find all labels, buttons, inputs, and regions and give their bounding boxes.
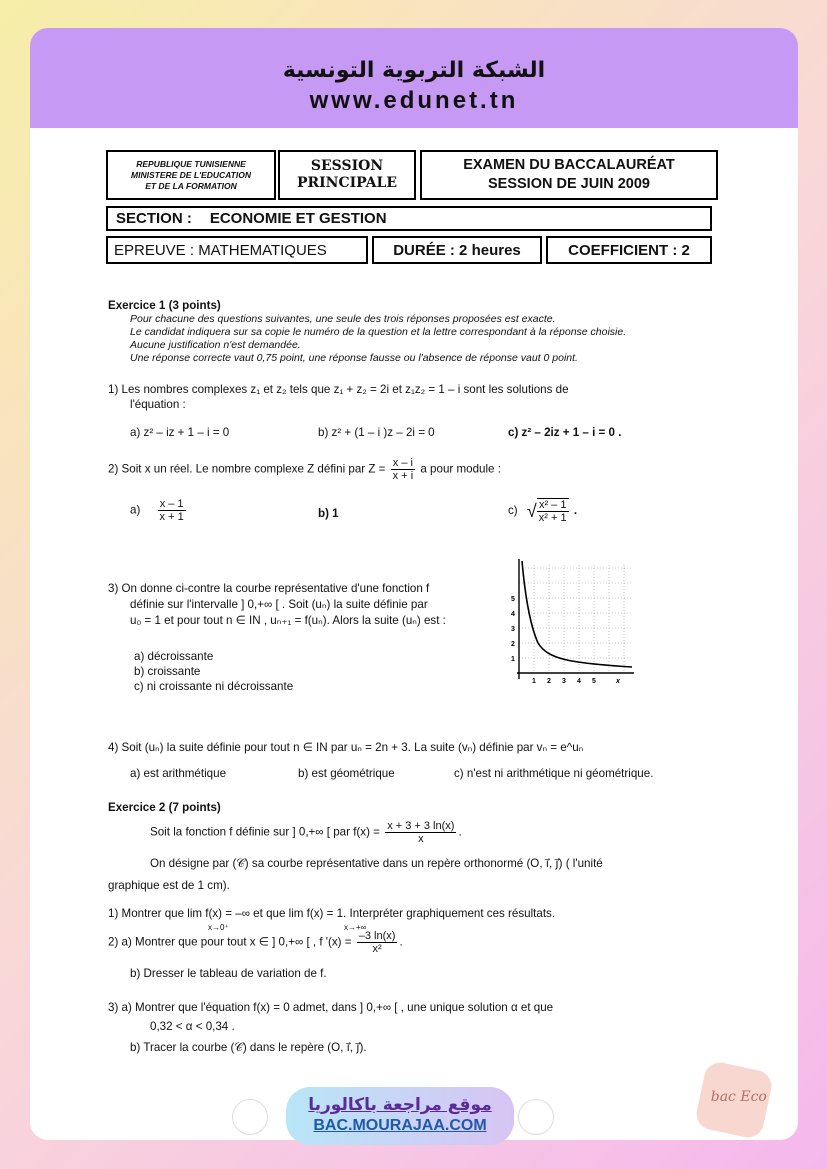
q2-text-post: a pour module : [420, 462, 501, 476]
right-logo-icon [518, 1099, 554, 1135]
y-tick-label: 2 [511, 641, 515, 648]
q3-options [134, 649, 293, 694]
q2-option-a [130, 498, 188, 523]
q1-line2: l'équation : [130, 398, 186, 411]
session-line: SESSION [310, 158, 384, 174]
section-value: ECONOMIE ET GESTION [209, 210, 387, 227]
exam-header [106, 150, 718, 268]
ex2-line3: graphique est de 1 cm). [108, 879, 230, 892]
q2-a-label: a) [130, 503, 141, 517]
ex2-lim-sub2: x→+∞ [344, 923, 367, 932]
footer-site-link[interactable]: BAC.MOURAJAA.COM [313, 1117, 487, 1134]
q2-c-num: x² – 1 [537, 499, 569, 512]
y-tick-label: 5 [511, 596, 515, 603]
x-tick-label: 3 [562, 678, 566, 685]
ex2-fprime-num: –3 ln(x) [358, 930, 396, 942]
q2-c-label: c) [508, 504, 518, 518]
q1-option-c: c) z² – 2iz + 1 – i = 0 . [508, 426, 622, 439]
q3-option-c: c) ni croissante ni décroissante [134, 680, 294, 693]
ex2-fprime-den: x² [372, 943, 382, 955]
q2-c-fraction [537, 498, 569, 524]
q1-line1: 1) Les nombres complexes z₁ et z₂ tels que z₁ + z₂ = 2i et z₁z₂ = 1 – i sont les solutions de [108, 383, 569, 396]
page-frame [30, 28, 798, 1140]
q4-option-b: b) est géométrique [298, 767, 395, 780]
y-tick-label: 4 [511, 611, 515, 618]
x-tick-label: 4 [577, 678, 581, 685]
x-axis-label: x [616, 678, 620, 685]
banner-arabic-title: الشبكة التربوية التونسية [282, 58, 546, 83]
q2-fraction-num: x – i [391, 457, 415, 470]
exam-line: SESSION DE JUIN 2009 [488, 176, 650, 192]
coefficient-box: COEFFICIENT : 2 [546, 236, 712, 264]
bac-eco-text: bac Eco [710, 1088, 767, 1105]
q2-fraction-den: x + i [392, 470, 414, 482]
ex2-q3a-bound: 0,32 < α < 0,34 . [150, 1020, 235, 1033]
q3-line: u₀ = 1 et pour tout n ∈ IN , uₙ₊₁ = f(uₙ). Alors la suite (uₙ) est : [130, 614, 446, 627]
ex2-q3a: 3) a) Montrer que l'équation f(x) = 0 admet, dans ] 0,+∞ [ , une unique solution α et que [108, 1001, 554, 1014]
q4-statement: 4) Soit (uₙ) la suite définie pour tout n ∈ IN par uₙ = 2n + 3. La suite (vₙ) définie par vₙ = e^uₙ [108, 741, 584, 754]
x-tick-label: 5 [592, 678, 596, 685]
exercise2-title: Exercice 2 (7 points) [108, 801, 221, 814]
grid-lines [519, 565, 632, 673]
section-box [106, 206, 712, 231]
ex2-q1: 1) Montrer que lim f(x) = –∞ et que lim f(x) = 1. Interpréter graphiquement ces résultats. [108, 907, 556, 920]
q2-c-dot: . [573, 504, 578, 518]
q4-option-a: a) est arithmétique [130, 767, 227, 780]
footer-arabic[interactable]: موقع مراجعة باكالوريا [308, 1095, 492, 1115]
ex2-fprime-fraction [357, 930, 398, 955]
ex2-lim-sub1: x→0⁺ [208, 923, 229, 932]
ex2-q2a-text: 2) a) Montrer que pour tout x ∈ ] 0,+∞ [ , f '(x) = [108, 935, 352, 949]
q4-option-c: c) n'est ni arithmétique ni géométrique. [454, 767, 654, 780]
instruction-line: Aucune justification n'est demandée. [130, 339, 301, 351]
q3-option-a: a) décroissante [134, 650, 214, 663]
q2-a-den: x + 1 [159, 511, 184, 523]
bac-eco-badge [694, 1060, 775, 1141]
republic-line: REPUBLIQUE TUNISIENNE [136, 158, 246, 169]
republic-box [106, 150, 276, 200]
section-label: SECTION : [116, 210, 192, 227]
left-logo-icon [232, 1099, 268, 1135]
q2-a-num: x – 1 [158, 498, 186, 511]
sqrt-icon: √ [526, 500, 537, 521]
x-tick-label: 2 [547, 678, 551, 685]
ex2-q2b: b) Dresser le tableau de variation de f. [130, 967, 327, 980]
ex2-f-fraction [385, 820, 456, 845]
exam-box [420, 150, 718, 200]
republic-line: ET DE LA FORMATION [145, 180, 237, 191]
ex2-line1: Soit la fonction f définie sur ] 0,+∞ [ par f(x) = $\frac{x + 3 + 3 \ln(x)}{x}$ . [150, 820, 462, 845]
q3-line: 3) On donne ci-contre la courbe représentative d'une fonction f [108, 582, 430, 595]
site-banner [30, 28, 798, 128]
footer-badge[interactable] [286, 1087, 514, 1145]
exercise1-instructions [130, 313, 626, 365]
ex2-q3b: b) Tracer la courbe (𝒞) dans le repère (O, i⃗, j⃗). [130, 1041, 367, 1054]
x-tick-label: 1 [532, 678, 536, 685]
q1-option-a: a) z² – iz + 1 – i = 0 [130, 426, 230, 439]
banner-url[interactable]: www.edunet.tn [309, 87, 519, 114]
q2-fraction [391, 457, 415, 482]
ex2-q2a: 2) a) Montrer que pour tout x ∈ ] 0,+∞ [ , f '(x) = $\frac{-3 \ln(x)}{\text{x²}}$ . [108, 930, 403, 955]
instruction-line: Le candidat indiquera sur sa copie le numéro de la question et la lettre correspondant à la réponse choisie. [130, 326, 627, 338]
q2-c-den: x² + 1 [538, 512, 567, 524]
q3-line: définie sur l'intervalle ] 0,+∞ [ . Soit (uₙ) la suite définie par [130, 598, 428, 611]
q2-option-c [508, 498, 577, 524]
q2-statement [108, 457, 501, 482]
q3-statement [108, 581, 446, 629]
exercise1-title: Exercice 1 (3 points) [108, 299, 221, 312]
q2-option-b: b) 1 [318, 507, 339, 520]
ex2-line2: On désigne par (𝒞) sa courbe représentative dans un repère orthonormé (O, i⃗, j⃗) ( l'unité [150, 857, 603, 870]
curve [522, 561, 632, 667]
q3-option-b: b) croissante [134, 665, 201, 678]
ex2-f-num: x + 3 + 3 ln(x) [387, 820, 455, 832]
y-tick-label: 1 [511, 656, 515, 663]
exam-line: EXAMEN DU BACCALAURÉAT [463, 157, 675, 173]
duree-box: DURÉE : 2 heures [372, 236, 542, 264]
function-graph [508, 555, 638, 693]
ex2-f-den: x [418, 833, 424, 845]
q1-option-b: b) z² + (1 – i )z – 2i = 0 [318, 426, 435, 439]
instruction-line: Pour chacune des questions suivantes, une seule des trois réponses proposées est exacte. [130, 313, 556, 325]
session-box [278, 150, 416, 200]
republic-line: MINISTERE DE L'EDUCATION [131, 169, 251, 180]
y-tick-label: 3 [511, 626, 515, 633]
q2-text: 2) Soit x un réel. Le nombre complexe Z défini par Z = [108, 462, 386, 476]
session-line: PRINCIPALE [296, 175, 398, 191]
instruction-line: Une réponse correcte vaut 0,75 point, une réponse fausse ou l'absence de réponse vaut 0 point. [130, 352, 578, 364]
q2-a-fraction [158, 498, 186, 523]
epreuve-box: EPREUVE : MATHEMATIQUES [106, 236, 368, 264]
ex2-line1-text: Soit la fonction f définie sur ] 0,+∞ [ par f(x) = [150, 825, 380, 839]
